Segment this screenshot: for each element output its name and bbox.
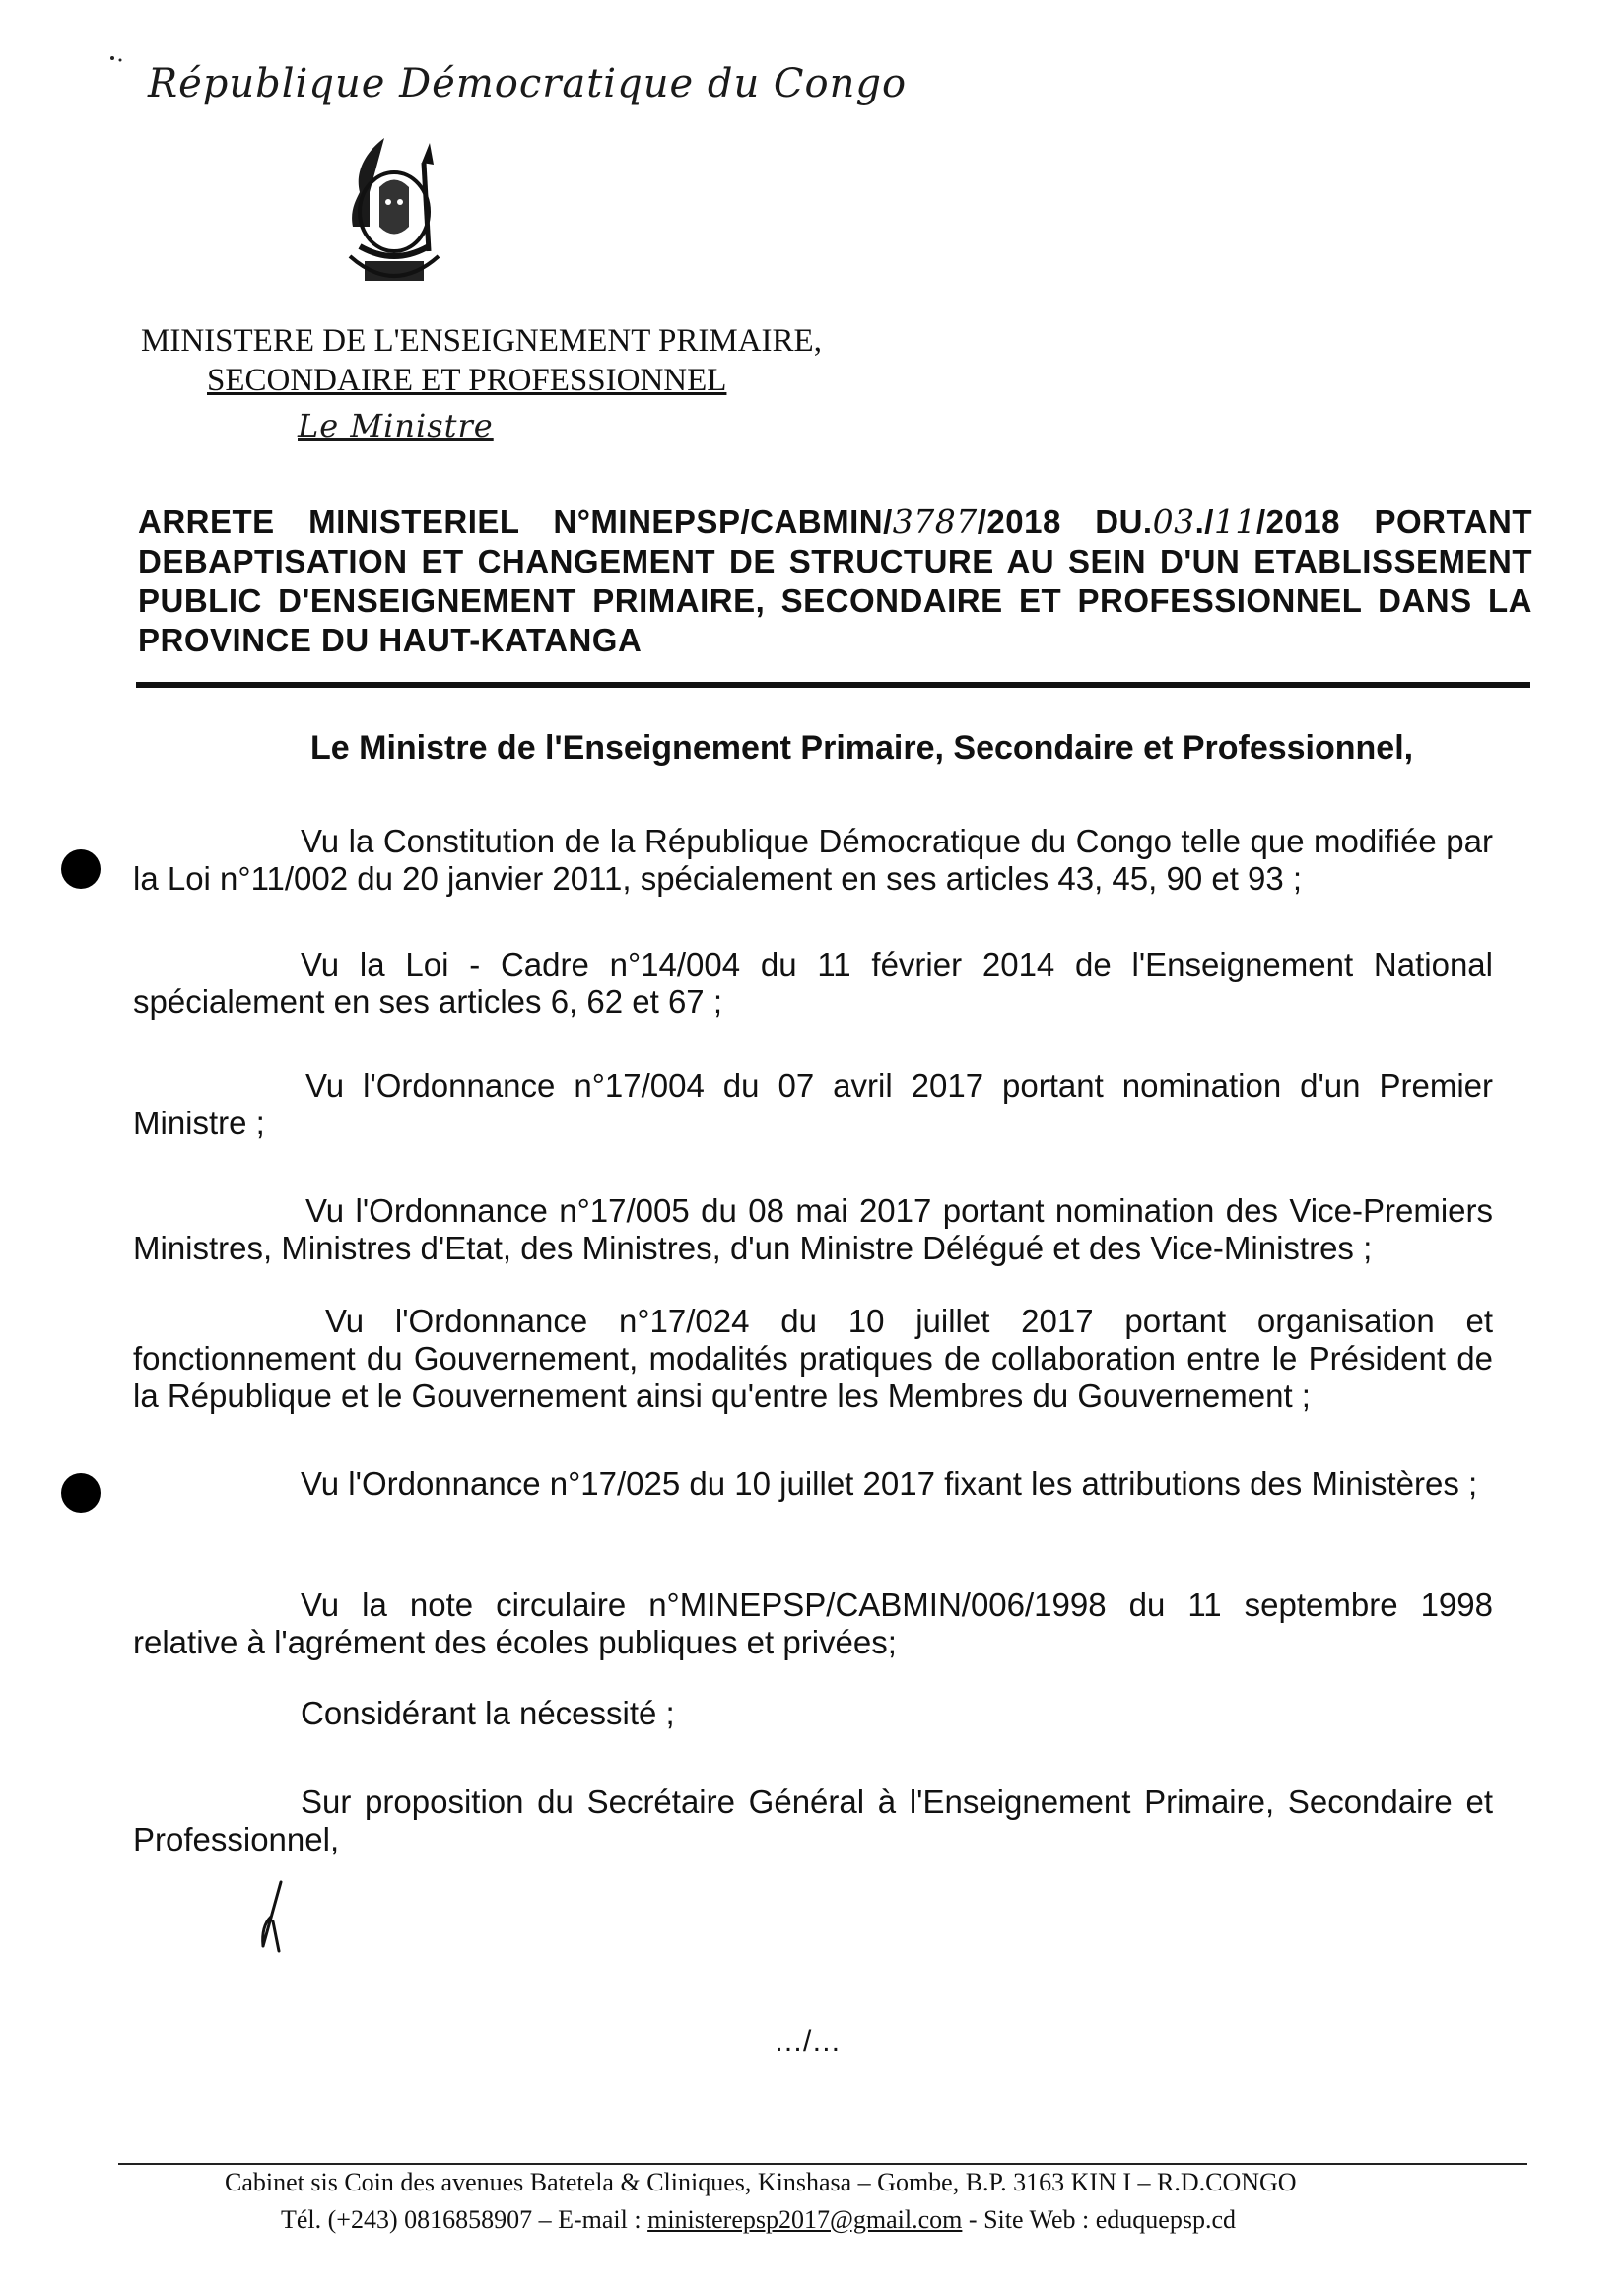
- scan-mark: [108, 54, 128, 66]
- decree-ref-prefix: ARRETE MINISTERIEL N°MINEPSP/CABMIN/: [138, 504, 893, 540]
- decree-month: 11: [1213, 503, 1256, 541]
- minister-heading: Le Ministre de l'Enseignement Primaire, Secondaire et Professionnel,: [310, 729, 1414, 767]
- footer-website: - Site Web : eduquepsp.cd: [962, 2205, 1237, 2234]
- office-title: Le Ministre: [298, 407, 494, 444]
- decree-ref-mid: /2018 DU.: [977, 504, 1153, 540]
- recital-paragraph: Vu l'Ordonnance n°17/005 du 08 mai 2017 portant nomination des Vice-Premiers Ministres, Ministres d'Etat, des Ministres, d'un Ministre Délégué et des Vice-Ministres ;: [133, 1192, 1493, 1266]
- punch-hole-mark: [61, 849, 101, 889]
- punch-hole-mark: [61, 1473, 101, 1513]
- ministry-name-line2: SECONDAIRE ET PROFESSIONNEL: [207, 363, 727, 398]
- decree-ref-sep: ./: [1194, 504, 1214, 540]
- country-name: République Démocratique du Congo: [148, 61, 908, 106]
- title-divider: [136, 682, 1530, 688]
- continued-marker: …/…: [774, 2025, 842, 2057]
- footer-divider: [118, 2163, 1527, 2165]
- recital-paragraph: Sur proposition du Secrétaire Général à l'Enseignement Primaire, Secondaire et Professionnel,: [133, 1784, 1493, 1857]
- recital-paragraph: Vu la Constitution de la République Démocratique du Congo telle que modifiée par la Loi n°11/002 du 20 janvier 2011, spécialement en ses articles 43, 45, 90 et 93 ;: [133, 823, 1493, 897]
- recital-paragraph: Vu l'Ordonnance n°17/024 du 10 juillet 2017 portant organisation et fonctionnement du Gouvernement, modalités pratiques de collaboration entre le Président de la République et le Gouvernement ainsi qu'entre les Membres du Gouvernement ;: [133, 1303, 1493, 1414]
- decree-subject: PORTANT DEBAPTISATION ET CHANGEMENT DE STRUCTURE AU SEIN D'UN ETABLISSEMENT PUBLIC D'ENSEIGNEMENT PRIMAIRE, SECONDAIRE ET PROFESSIONNEL DANS LA PROVINCE DU HAUT-KATANGA: [138, 504, 1532, 658]
- decree-title: [138, 503, 1532, 660]
- recital-paragraph: Vu la Loi - Cadre n°14/004 du 11 février 2014 de l'Enseignement National spécialement en ses articles 6, 62 et 67 ;: [133, 946, 1493, 1020]
- footer-address: Cabinet sis Coin des avenues Batetela & Cliniques, Kinshasa – Gombe, B.P. 3163 KIN I – R.D.CONGO: [225, 2168, 1297, 2196]
- decree-year: /2018: [1255, 504, 1341, 540]
- recital-paragraph: Vu la note circulaire n°MINEPSP/CABMIN/006/1998 du 11 septembre 1998 relative à l'agrément des écoles publiques et privées;: [133, 1586, 1493, 1660]
- recital-paragraph: Vu l'Ordonnance n°17/004 du 07 avril 2017 portant nomination d'un Premier Ministre ;: [133, 1067, 1493, 1141]
- footer-contact: [281, 2205, 1236, 2235]
- ministry-name-line1: MINISTERE DE L'ENSEIGNEMENT PRIMAIRE,: [141, 323, 822, 359]
- footer-phone: Tél. (+243) 0816858907 – E-mail :: [281, 2205, 648, 2234]
- decree-day: 03: [1152, 503, 1195, 541]
- coat-of-arms-emblem: [325, 133, 463, 301]
- recital-paragraph: Considérant la nécessité ;: [301, 1695, 675, 1731]
- recital-paragraph: Vu l'Ordonnance n°17/025 du 10 juillet 2017 fixant les attributions des Ministères ;: [301, 1465, 1478, 1502]
- initial-signature: [251, 1877, 291, 1956]
- footer-email-link[interactable]: ministerepsp2017@gmail.com: [647, 2205, 963, 2234]
- decree-number: 3787: [892, 503, 978, 541]
